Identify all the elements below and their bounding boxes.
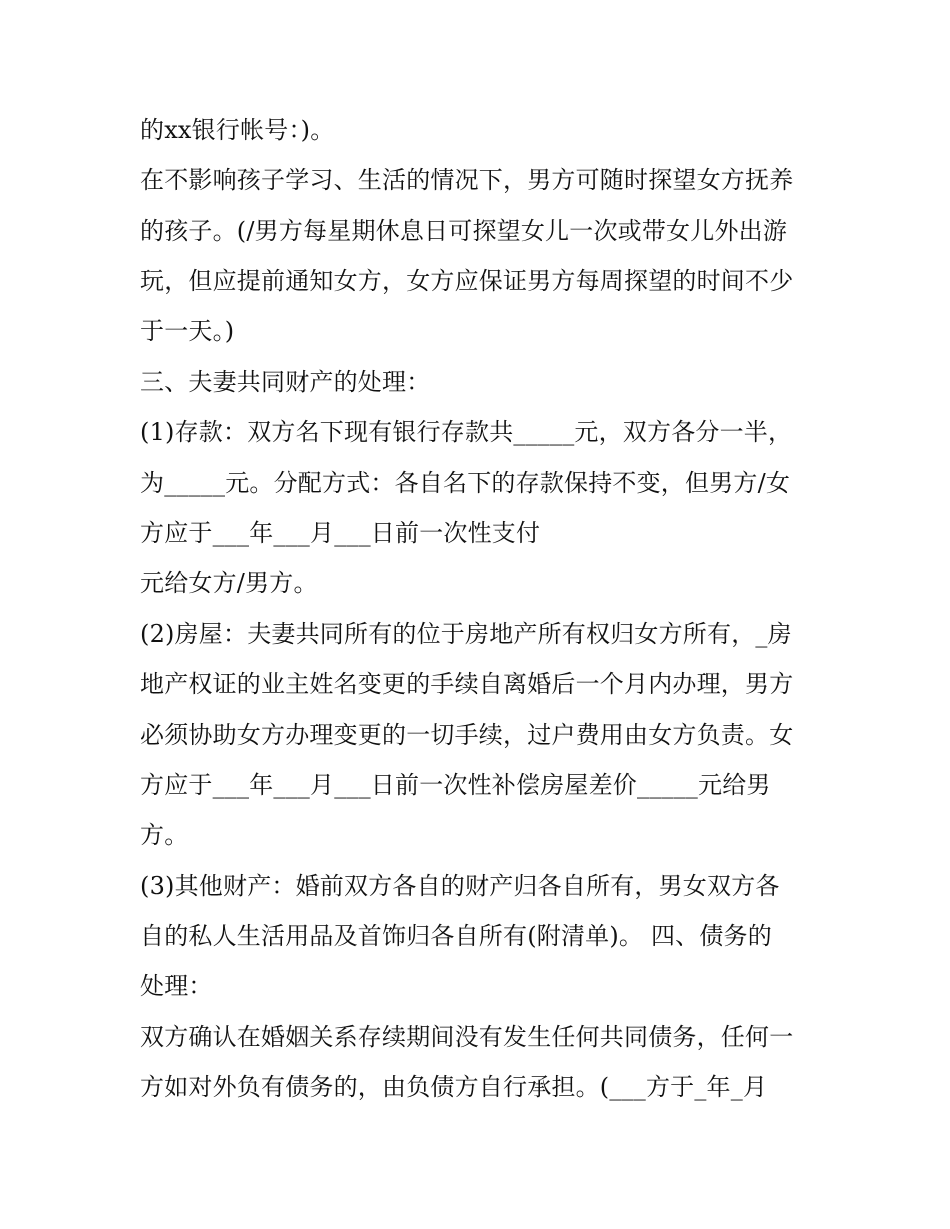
text-line: (2)房屋：夫妻共同所有的位于房地产所有权归女方所有，_房 xyxy=(140,620,792,648)
text-line: 于一天。) xyxy=(140,317,235,345)
text-line: 在不影响孩子学习、生活的情况下，男方可随时探望女方抚养 xyxy=(140,166,794,194)
text-line: 地产权证的业主姓名变更的手续自离婚后一个月内办理，男方 xyxy=(140,670,794,698)
text-line: 方应于___年___月___日前一次性支付 xyxy=(140,519,541,547)
section-heading: 三、夫妻共同财产的处理： xyxy=(140,368,431,396)
text-line: 方。 xyxy=(140,821,189,849)
text-line: 的xx银行帐号：)。 xyxy=(140,116,335,144)
text-line: (1)存款：双方名下现有银行存款共_____元，双方各分一半， xyxy=(140,418,793,446)
text-line: 元给女方/男方。 xyxy=(140,569,318,597)
text-line: 玩，但应提前通知女方，女方应保证男方每周探望的时间不少 xyxy=(140,267,794,295)
text-line: 自的私人生活用品及首饰归各自所有(附清单)。 四、债务的 xyxy=(140,922,772,950)
text-line: 必须协助女方办理变更的一切手续，过户费用由女方负责。女 xyxy=(140,721,794,749)
text-line: 方应于___年___月___日前一次性补偿房屋差价_____元给男 xyxy=(140,771,771,799)
text-line: 方如对外负有债务的，由负债方自行承担。(___方于_年_月 xyxy=(140,1073,768,1101)
text-line: 的孩子。(/男方每星期休息日可探望女儿一次或带女儿外出游 xyxy=(140,217,788,245)
text-line: 处理： xyxy=(140,972,213,1000)
text-line: 为_____元。分配方式：各自名下的存款保持不变，但男方/女 xyxy=(140,469,791,497)
text-line: (3)其他财产：婚前双方各自的财产归各自所有，男女双方各 xyxy=(140,872,780,900)
text-line: 双方确认在婚姻关系存续期间没有发生任何共同债务，任何一 xyxy=(140,1023,794,1051)
